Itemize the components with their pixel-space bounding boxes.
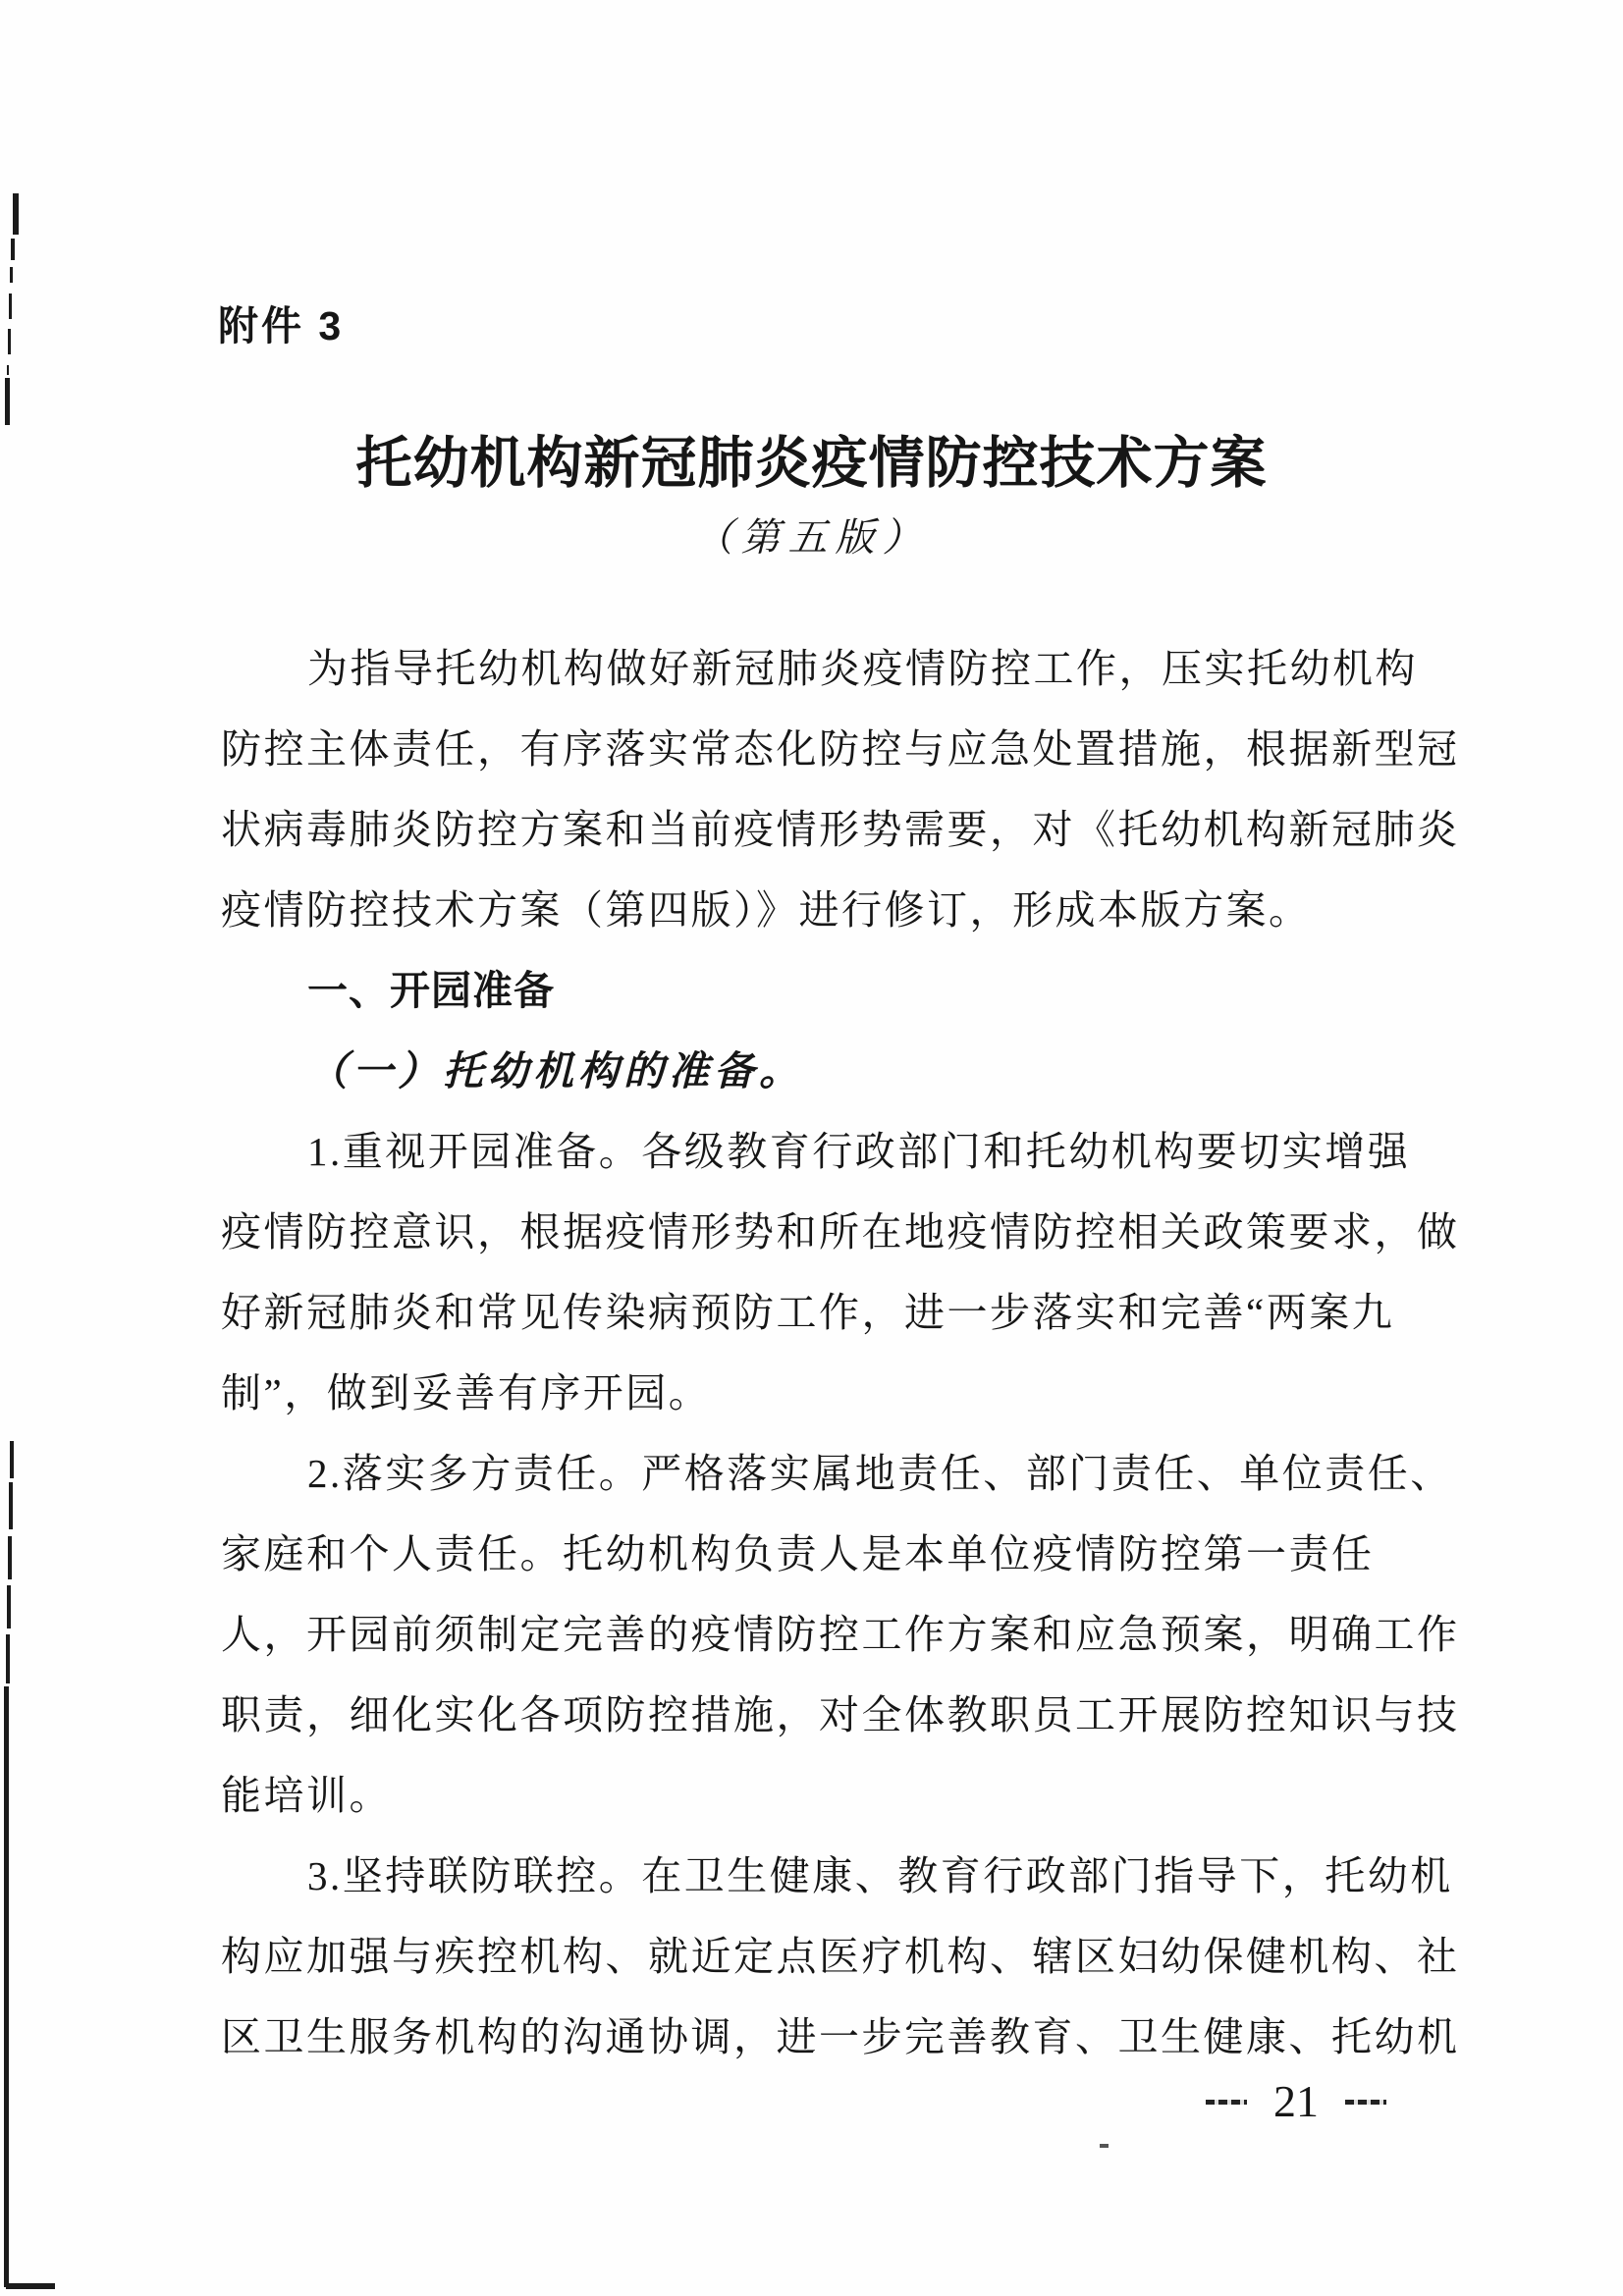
scan-artifact — [5, 378, 10, 425]
scan-artifact — [13, 193, 19, 235]
section-heading: 一、开园准备 — [307, 968, 555, 1013]
body-line: 好新冠肺炎和常见传染病预防工作，进一步落实和完善“两案九 — [221, 1290, 1395, 1335]
body-text — [221, 628, 1460, 2077]
page-number-dash — [1206, 2100, 1247, 2105]
body-line: 1.重视开园准备。各级教育行政部门和托幼机构要切实增强 — [307, 1129, 1411, 1174]
body-line: 职责，细化实化各项防控措施，对全体教职员工开展防控知识与技 — [221, 1692, 1460, 1737]
body-line: 2.落实多方责任。严格落实属地责任、部门责任、单位责任、 — [307, 1451, 1453, 1496]
body-line: 制”，做到妥善有序开园。 — [221, 1370, 712, 1415]
body-line: 区卫生服务机构的沟通协调，进一步完善教育、卫生健康、托幼机 — [221, 2014, 1460, 2059]
body-line: 人，开园前须制定完善的疫情防控工作方案和应急预案，明确工作 — [221, 1612, 1460, 1657]
body-line: 状病毒肺炎防控方案和当前疫情形势需要，对《托幼机构新冠肺炎 — [221, 807, 1460, 852]
scan-artifact — [10, 1441, 14, 1478]
scan-speck — [1100, 2144, 1109, 2148]
body-line: 家庭和个人责任。托幼机构负责人是本单位疫情防控第一责任 — [221, 1531, 1375, 1576]
scan-artifact — [4, 1686, 9, 2287]
body-line: 能培训。 — [221, 1773, 392, 1818]
scan-artifact — [9, 294, 12, 319]
page-number-dash — [1345, 2100, 1386, 2105]
scan-artifact — [8, 1536, 12, 1579]
body-line: 防控主体责任，有序落实常态化防控与应急处置措施，根据新型冠 — [221, 726, 1460, 772]
scan-artifact — [11, 239, 15, 260]
body-line: 疫情防控技术方案（第四版）》进行修订，形成本版方案。 — [221, 887, 1312, 933]
body-line: 构应加强与疾控机构、就近定点医疗机构、辖区妇幼保健机构、社 — [221, 1934, 1460, 1979]
scan-artifact — [8, 329, 11, 354]
body-line: 3.坚持联防联控。在卫生健康、教育行政部门指导下，托幼机 — [307, 1853, 1453, 1898]
document-title: 托幼机构新冠肺炎疫情防控技术方案 — [355, 432, 1268, 495]
attachment-label: 附件 3 — [218, 303, 345, 348]
scan-artifact — [7, 365, 9, 375]
page-number — [1206, 2076, 1386, 2126]
page-number-value: 21 — [1273, 2076, 1319, 2126]
scan-artifact — [6, 2283, 55, 2289]
sub-heading: （一）托幼机构的准备。 — [307, 1048, 804, 1094]
document-subtitle: （第五版） — [693, 515, 930, 560]
scan-artifact — [7, 1585, 11, 1629]
body-line: 为指导托幼机构做好新冠肺炎疫情防控工作，压实托幼机构 — [307, 646, 1418, 691]
scan-artifact — [6, 1634, 10, 1683]
body-line: 疫情防控意识，根据疫情形势和所在地疫情防控相关政策要求，做 — [221, 1209, 1460, 1255]
scan-artifact — [10, 267, 13, 283]
scan-artifact — [9, 1482, 13, 1529]
